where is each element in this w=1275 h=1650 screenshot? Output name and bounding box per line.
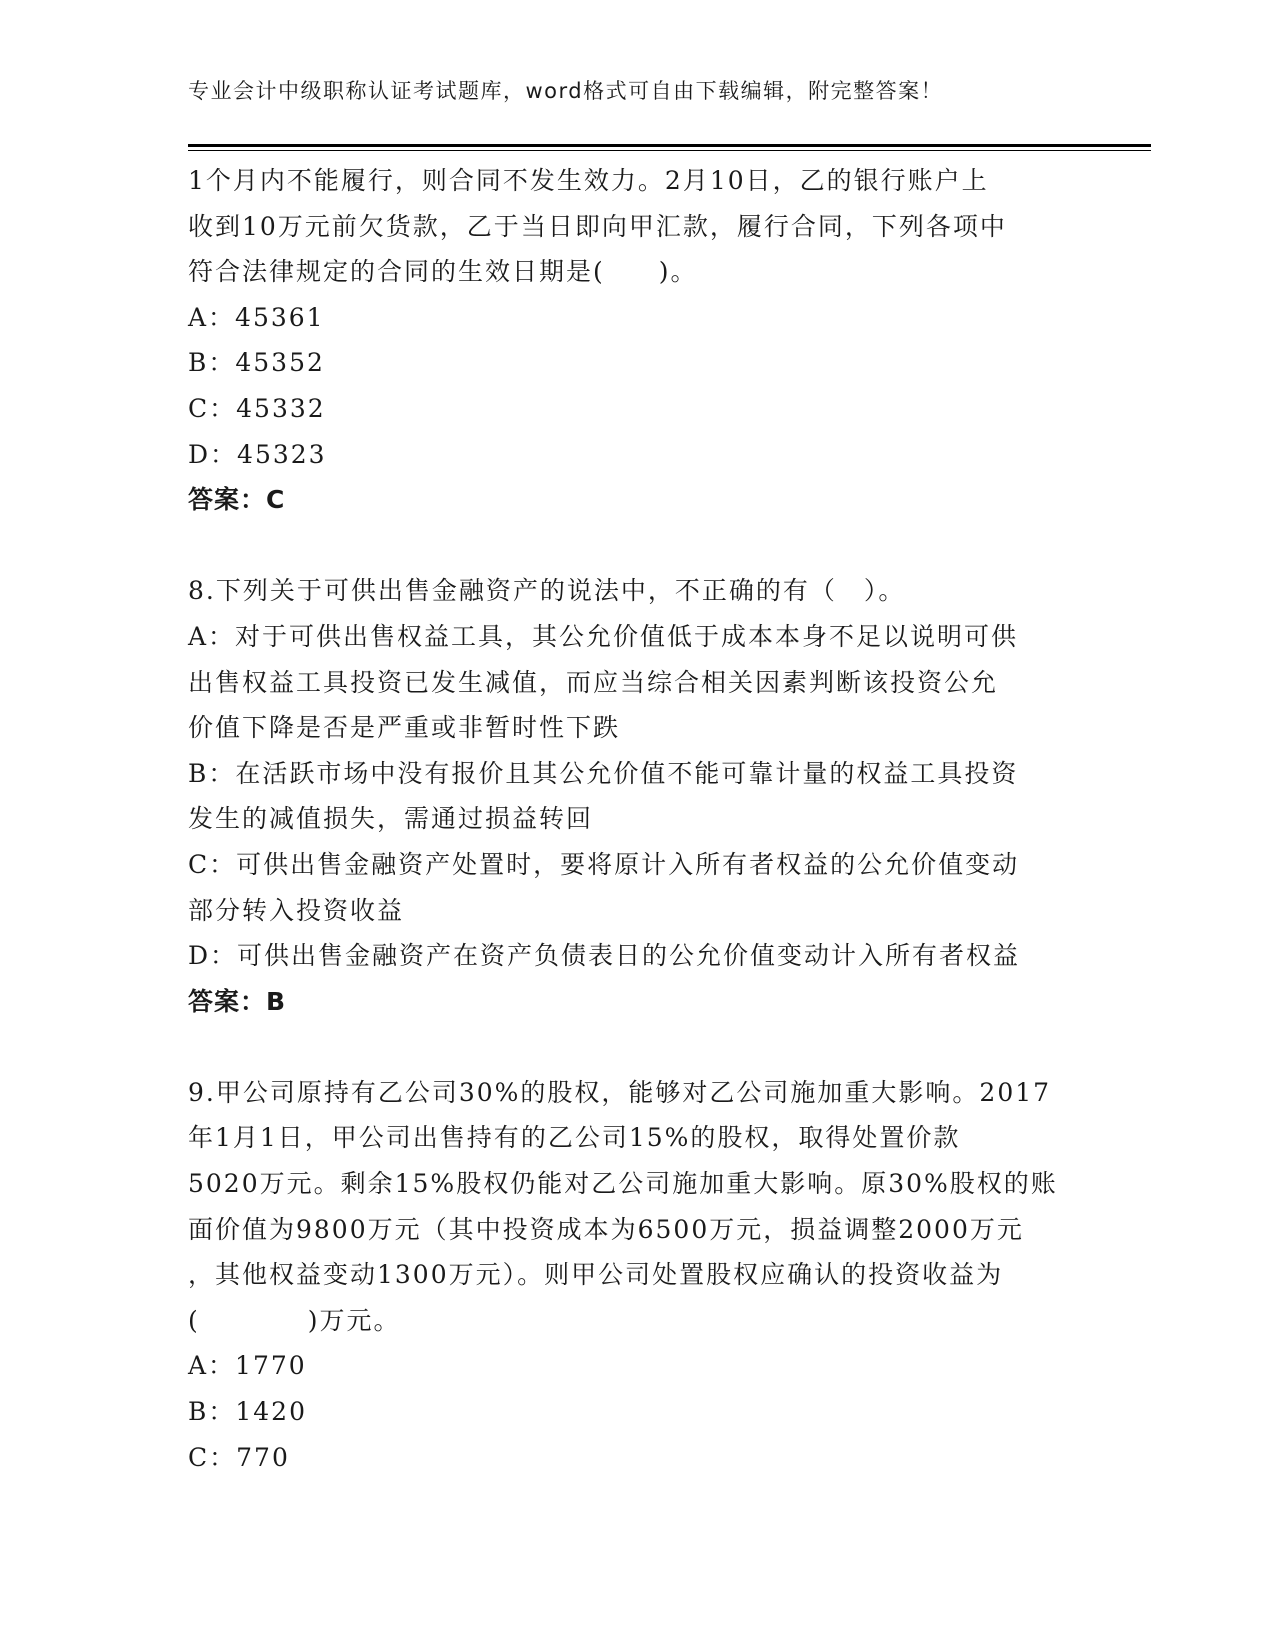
question-7-option-b: B：45352 — [188, 348, 325, 378]
question-7-option-c: C：45332 — [188, 393, 326, 423]
question-8-option-c-cont: 部分转入投资收益 — [188, 895, 405, 925]
question-9-line: 9.甲公司原持有乙公司30%的股权，能够对乙公司施加重大影响。2017 — [188, 1077, 1052, 1107]
question-7-option-d: D：45323 — [188, 439, 327, 469]
question-9-line: 年1月1日，甲公司出售持有的乙公司15%的股权，取得处置价款 — [188, 1123, 961, 1153]
question-content — [188, 158, 1088, 1480]
question-8-stem: 8.下列关于可供出售金融资产的说法中，不正确的有（ ）。 — [188, 576, 906, 606]
question-8-option-c: C：可供出售金融资产处置时，要将原计入所有者权益的公允价值变动 — [188, 849, 1020, 879]
question-7-line: 符合法律规定的合同的生效日期是( )。 — [188, 257, 698, 287]
question-7-option-a: A：45361 — [188, 302, 325, 332]
question-8-option-b-cont: 发生的减值损失，需通过损益转回 — [188, 804, 594, 834]
question-8-option-a-cont: 出售权益工具投资已发生减值，而应当综合相关因素判断该投资公允 — [188, 667, 999, 697]
question-7-line: 1个月内不能履行，则合同不发生效力。2月10日，乙的银行账户上 — [188, 166, 989, 195]
question-9-line: 面价值为9800万元（其中投资成本为6500万元，损益调整2000万元 — [188, 1214, 1024, 1244]
question-8-option-a: A：对于可供出售权益工具，其公允价值低于成本本身不足以说明可供 — [188, 621, 1019, 651]
question-8-option-a-cont: 价值下降是否是严重或非暂时性下跌 — [188, 713, 621, 743]
question-8-answer: 答案：B — [188, 986, 287, 1016]
spacer — [188, 1024, 1088, 1070]
spacer — [188, 523, 1088, 569]
question-9-option-b: B：1420 — [188, 1397, 307, 1427]
question-9-line: ，其他权益变动1300万元）。则甲公司处置股权应确认的投资收益为 — [188, 1260, 1004, 1290]
question-8-option-b: B：在活跃市场中没有报价且其公允价值不能可靠计量的权益工具投资 — [188, 758, 1019, 788]
header-rule-thin — [188, 150, 1151, 151]
question-7-answer: 答案：C — [188, 485, 286, 515]
question-9-option-a: A：1770 — [188, 1351, 307, 1381]
question-7-line: 收到10万元前欠货款，乙于当日即向甲汇款，履行合同，下列各项中 — [188, 211, 1007, 241]
question-9-line: 5020万元。剩余15%股权仍能对乙公司施加重大影响。原30%股权的账 — [188, 1169, 1058, 1199]
page-header: 专业会计中级职称认证考试题库，word格式可自由下载编辑，附完整答案！ — [188, 79, 944, 103]
question-9-line: ( )万元。 — [188, 1305, 401, 1335]
header-rule — [188, 144, 1151, 147]
question-8-option-d: D：可供出售金融资产在资产负债表日的公允价值变动计入所有者权益 — [188, 941, 1021, 971]
question-9-option-c: C：770 — [188, 1442, 290, 1472]
